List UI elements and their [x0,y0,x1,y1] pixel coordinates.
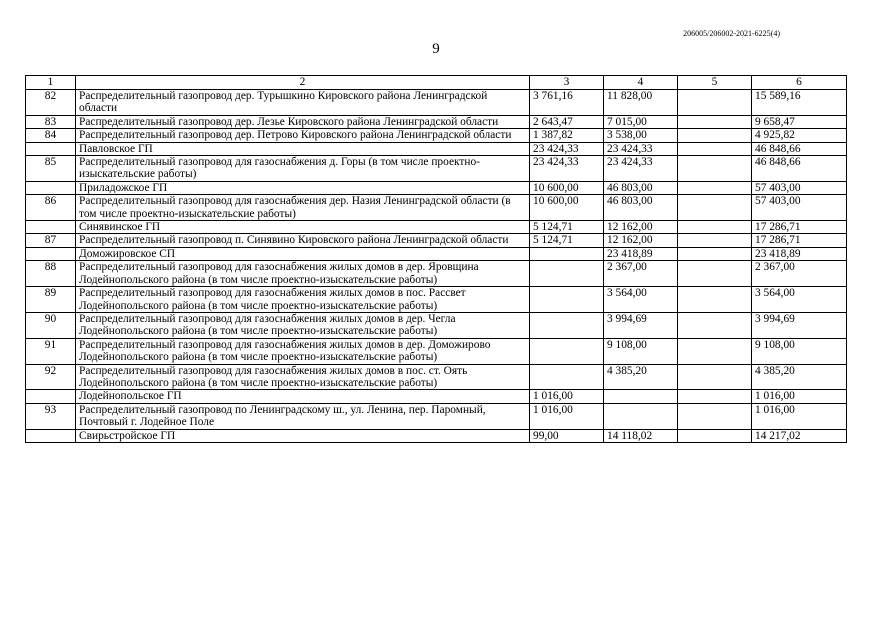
table-row [26,287,847,313]
table-row [26,156,847,182]
row-col5-value [678,181,752,194]
row-col5-value [678,221,752,234]
row-col3-value: 99,00 [530,429,604,442]
row-description: Павловское ГП [76,142,530,155]
row-total-value: 2 367,00 [752,261,847,287]
row-col3-value: 1 016,00 [530,390,604,403]
table-row [26,403,847,429]
row-total-value: 46 848,66 [752,142,847,155]
table-row [26,364,847,390]
row-total-value: 9 108,00 [752,338,847,364]
row-description: Распределительный газопровод для газоснабжения жилых домов в пос. ст. Оять Лодейнопольского района (в том числе проектно-изыскательские работы) [76,364,530,390]
row-col3-value [530,287,604,313]
row-total-value: 57 403,00 [752,195,847,221]
row-col4-value: 3 538,00 [604,129,678,142]
row-col3-value [530,312,604,338]
column-header: 3 [530,76,604,90]
row-col3-value: 23 424,33 [530,142,604,155]
row-number: 83 [26,115,76,128]
row-description: Распределительный газопровод дер. Петрово Кировского района Ленинградской области [76,129,530,142]
row-col3-value: 5 124,71 [530,221,604,234]
row-col5-value [678,115,752,128]
row-number [26,221,76,234]
row-total-value: 14 217,02 [752,429,847,442]
row-col5-value [678,261,752,287]
row-col4-value [604,403,678,429]
row-col3-value: 1 016,00 [530,403,604,429]
column-header: 1 [26,76,76,90]
row-col3-value: 2 643,47 [530,115,604,128]
row-col5-value [678,156,752,182]
row-total-value: 1 016,00 [752,390,847,403]
page-number: 9 [432,41,440,57]
row-col4-value: 2 367,00 [604,261,678,287]
row-number: 90 [26,312,76,338]
column-header: 2 [76,76,530,90]
table-row [26,234,847,247]
subtotal-row [26,247,847,260]
row-number [26,429,76,442]
table-row [26,312,847,338]
row-number: 82 [26,90,76,116]
row-col4-value: 23 424,33 [604,156,678,182]
column-header: 6 [752,76,847,90]
row-col5-value [678,338,752,364]
row-col3-value: 10 600,00 [530,195,604,221]
row-col5-value [678,129,752,142]
row-col4-value: 4 385,20 [604,364,678,390]
row-description: Лодейнопольское ГП [76,390,530,403]
row-col3-value [530,247,604,260]
row-col4-value: 12 162,00 [604,221,678,234]
row-col5-value [678,142,752,155]
row-description: Синявинское ГП [76,221,530,234]
row-description: Распределительный газопровод для газоснабжения д. Горы (в том числе проектно-изыскательские работы) [76,156,530,182]
row-description: Распределительный газопровод для газоснабжения дер. Назия Ленинградской области (в том числе проектно-изыскательские работы) [76,195,530,221]
row-col4-value [604,390,678,403]
row-col3-value [530,261,604,287]
row-total-value: 4 385,20 [752,364,847,390]
column-header: 4 [604,76,678,90]
row-description: Приладожское ГП [76,181,530,194]
row-number [26,181,76,194]
row-total-value: 9 658,47 [752,115,847,128]
row-col3-value: 3 761,16 [530,90,604,116]
row-col4-value: 12 162,00 [604,234,678,247]
row-col4-value: 3 994,69 [604,312,678,338]
row-total-value: 17 286,71 [752,221,847,234]
row-description: Распределительный газопровод по Ленинградскому ш., ул. Ленина, пер. Паромный, Почтовый г. Лодейное Поле [76,403,530,429]
row-number: 89 [26,287,76,313]
row-description: Свирьстройское ГП [76,429,530,442]
row-col4-value: 46 803,00 [604,181,678,194]
row-col5-value [678,403,752,429]
row-col4-value: 3 564,00 [604,287,678,313]
table-row [26,115,847,128]
header-row [26,76,847,90]
row-total-value: 15 589,16 [752,90,847,116]
row-number: 88 [26,261,76,287]
row-col3-value: 1 387,82 [530,129,604,142]
row-number [26,390,76,403]
row-number: 91 [26,338,76,364]
row-col5-value [678,287,752,313]
subtotal-row [26,429,847,442]
row-total-value: 4 925,82 [752,129,847,142]
row-description: Распределительный газопровод дер. Лезье Кировского района Ленинградской области [76,115,530,128]
row-col5-value [678,429,752,442]
row-col4-value: 11 828,00 [604,90,678,116]
row-description: Распределительный газопровод дер. Турышкино Кировского района Ленинградской области [76,90,530,116]
row-number [26,142,76,155]
row-col3-value: 5 124,71 [530,234,604,247]
row-total-value: 3 564,00 [752,287,847,313]
row-total-value: 57 403,00 [752,181,847,194]
row-total-value: 3 994,69 [752,312,847,338]
row-number: 84 [26,129,76,142]
row-number: 86 [26,195,76,221]
budget-table [25,75,847,443]
row-description: Распределительный газопровод п. Синявино Кировского района Ленинградской области [76,234,530,247]
row-number: 87 [26,234,76,247]
row-description: Распределительный газопровод для газоснабжения жилых домов в дер. Доможирово Лодейнопольского района (в том числе проектно-изыскательские работы) [76,338,530,364]
table-row [26,261,847,287]
row-col5-value [678,90,752,116]
table-row [26,129,847,142]
column-header: 5 [678,76,752,90]
row-col4-value: 23 424,33 [604,142,678,155]
row-col5-value [678,312,752,338]
subtotal-row [26,390,847,403]
row-number: 93 [26,403,76,429]
row-description: Распределительный газопровод для газоснабжения жилых домов в дер. Яровщина Лодейнопольского района (в том числе проектно-изыскательские работы) [76,261,530,287]
row-col3-value [530,338,604,364]
row-number: 92 [26,364,76,390]
row-col5-value [678,390,752,403]
row-total-value: 1 016,00 [752,403,847,429]
row-description: Распределительный газопровод для газоснабжения жилых домов в дер. Чегла Лодейнопольского района (в том числе проектно-изыскательские работы) [76,312,530,338]
row-total-value: 17 286,71 [752,234,847,247]
row-col3-value: 10 600,00 [530,181,604,194]
row-number: 85 [26,156,76,182]
subtotal-row [26,221,847,234]
subtotal-row [26,181,847,194]
table-row [26,338,847,364]
row-total-value: 23 418,89 [752,247,847,260]
row-number [26,247,76,260]
row-col5-value [678,195,752,221]
row-description: Распределительный газопровод для газоснабжения жилых домов в пос. Рассвет Лодейнопольского района (в том числе проектно-изыскательские работы) [76,287,530,313]
subtotal-row [26,142,847,155]
row-col3-value [530,364,604,390]
row-col5-value [678,234,752,247]
document-id: 206005/206002-2021-6225(4) [683,29,780,38]
row-col5-value [678,364,752,390]
table-row [26,195,847,221]
row-col3-value: 23 424,33 [530,156,604,182]
row-total-value: 46 848,66 [752,156,847,182]
row-col4-value: 7 015,00 [604,115,678,128]
row-col4-value: 14 118,02 [604,429,678,442]
row-col5-value [678,247,752,260]
row-col4-value: 9 108,00 [604,338,678,364]
row-col4-value: 23 418,89 [604,247,678,260]
row-col4-value: 46 803,00 [604,195,678,221]
table-row [26,90,847,116]
row-description: Доможировское СП [76,247,530,260]
